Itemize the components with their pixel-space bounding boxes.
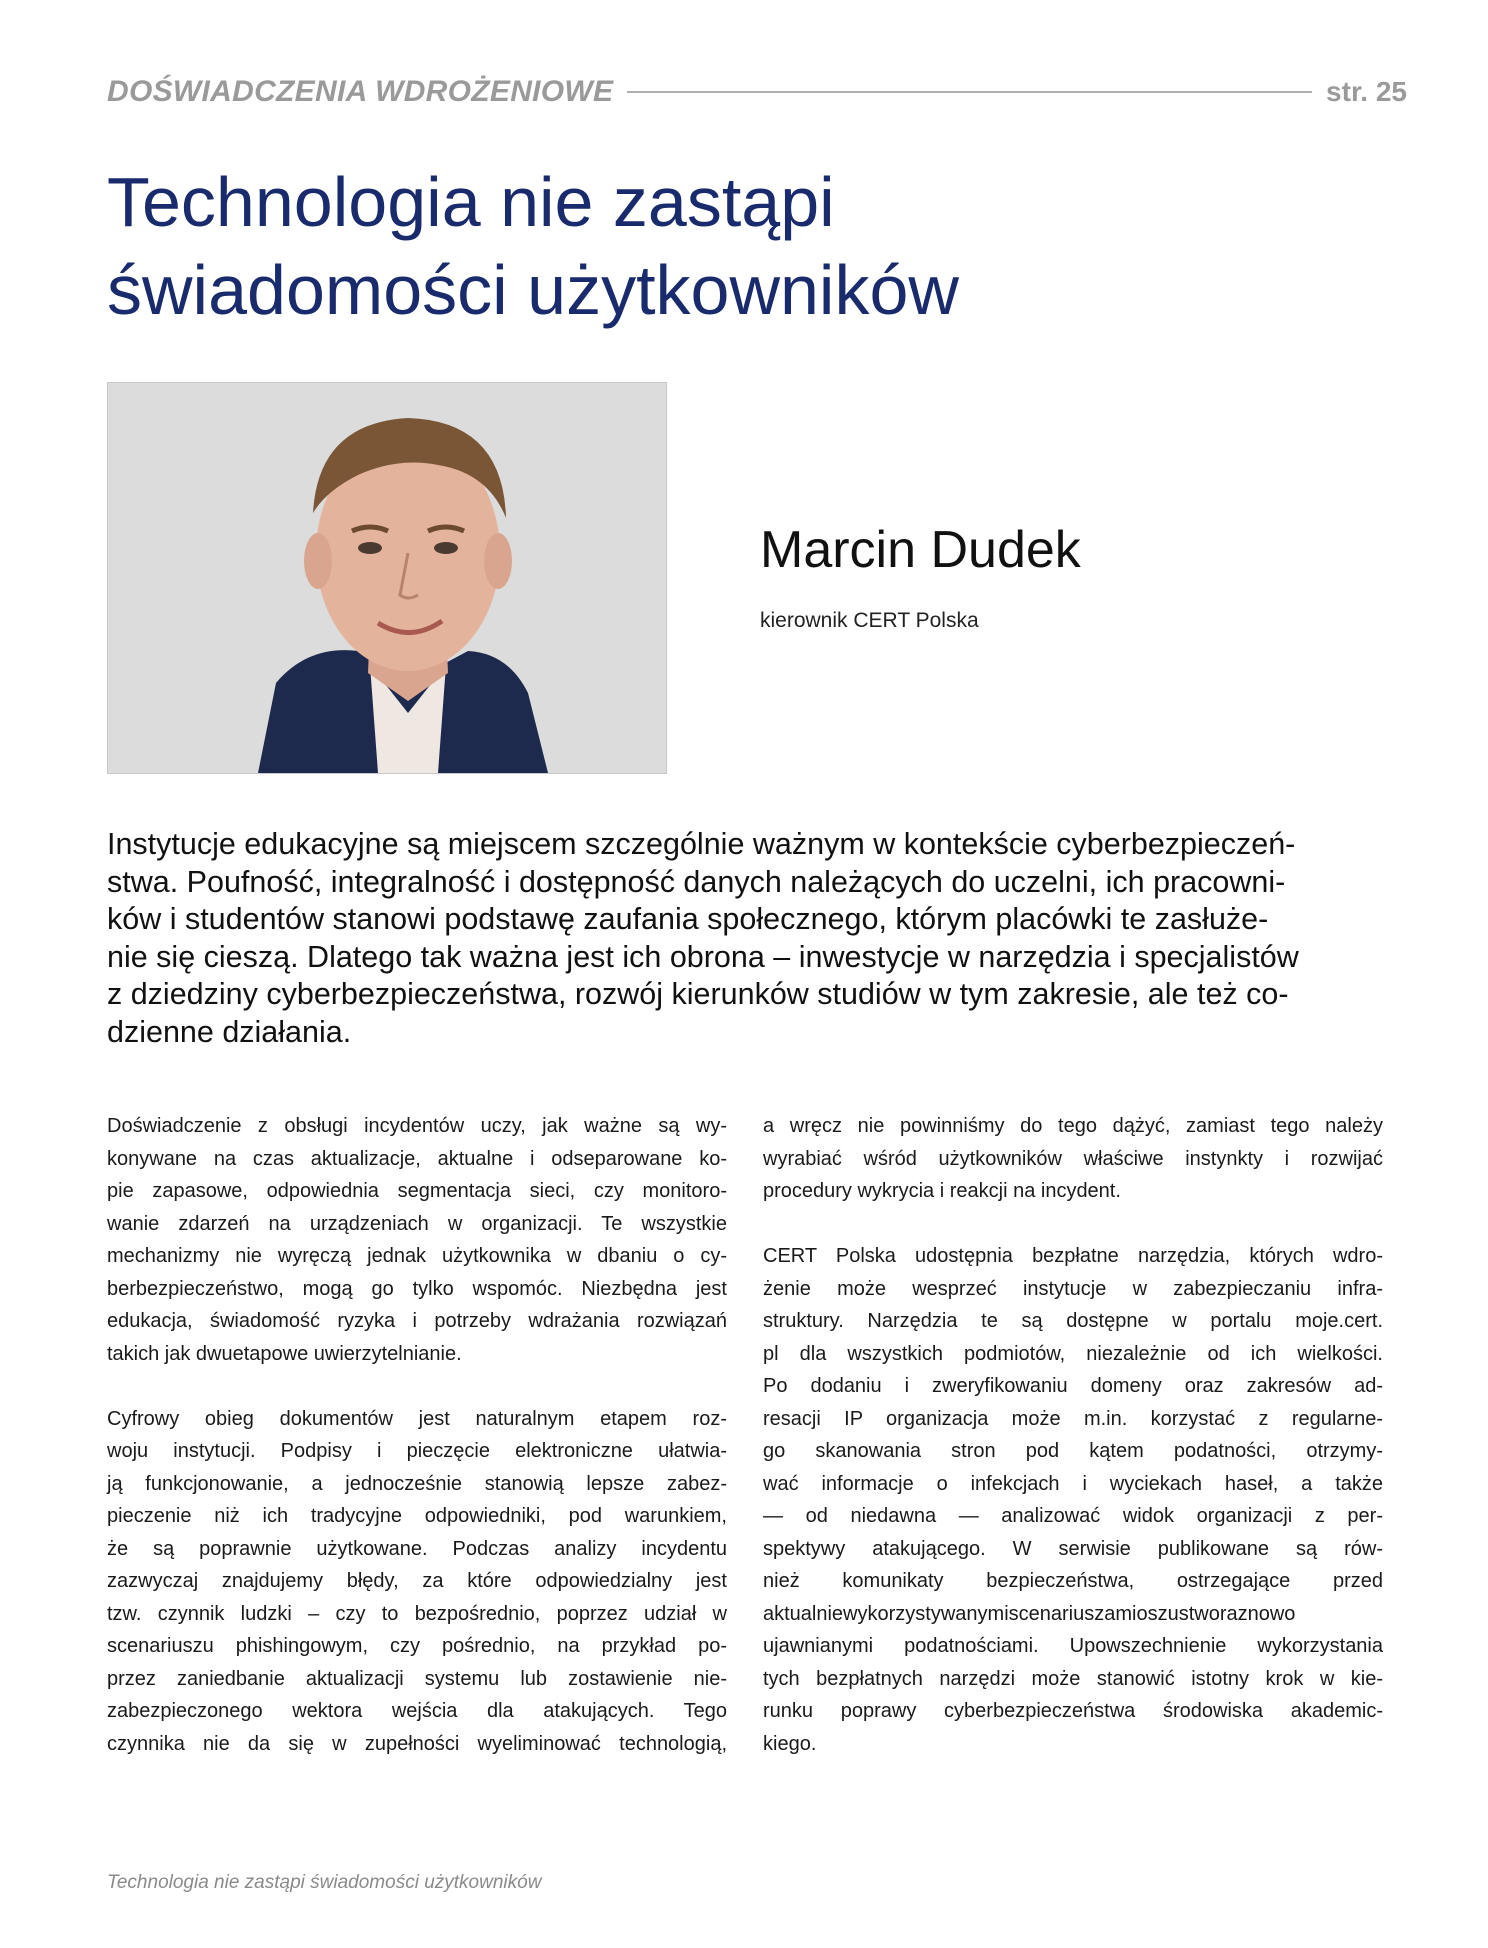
lead-line: Instytucje edukacyjne są miejscem szczególnie ważnym w kontekście cyberbezpieczeń- (107, 827, 1296, 861)
body-line: pieczenie niż ich tradycyjne odpowiedniki, pod warunkiem, (107, 1505, 727, 1527)
author-role: kierownik CERT Polska (760, 609, 979, 632)
body-paragraph (763, 1110, 1383, 1208)
lead-line: dzienne działania. (107, 1014, 352, 1049)
body-line: Po dodaniu i zweryfikowaniu domeny oraz zakresów ad- (763, 1375, 1383, 1397)
left-column (107, 1110, 727, 1760)
body-line: nież komunikaty bezpieczeństwa, ostrzegające przed (763, 1570, 1383, 1592)
body-line: wać informacje o infekcjach i wyciekach haseł, a także (763, 1472, 1383, 1495)
body-line: spektywy atakującego. W serwisie publikowane są rów- (763, 1537, 1383, 1560)
body-line: wanie zdarzeń na urządzeniach w organizacji. Te wszystkie (107, 1212, 727, 1235)
body-line: CERT Polska udostępnia bezpłatne narzędzia, których wdro- (763, 1245, 1383, 1267)
body-line: edukacja, świadomość ryzyka i potrzeby wdrażania rozwiązań (107, 1310, 727, 1332)
page-header (107, 72, 1407, 112)
section-title: DOŚWIADCZENIA WDROŻENIOWE (107, 75, 614, 108)
body-line: takich jak dwuetapowe uwierzytelnianie. (107, 1342, 462, 1365)
lead-line: stwa. Poufność, integralność i dostępność danych należących do uczelni, ich pracowni- (107, 864, 1286, 899)
body-line: ją funkcjonowanie, a jednocześnie stanowią lepsze zabez- (107, 1472, 727, 1495)
body-line: a wręcz nie powinniśmy do tego dążyć, zamiast tego należy (763, 1115, 1383, 1137)
body-line: Doświadczenie z obsługi incydentów uczy, jak ważne są wy- (107, 1115, 727, 1137)
body-line: kiego. (763, 1732, 817, 1755)
article-title-line: Technologia nie zastąpi (107, 163, 835, 241)
body-line: resacji IP organizacja może m.in. korzystać z regularne- (763, 1407, 1383, 1430)
body-line: procedury wykrycia i reakcji na incydent. (763, 1180, 1121, 1202)
right-column (763, 1110, 1383, 1760)
body-line: aktualniewykorzystywanymiscenariuszamioszustworaznowo (763, 1602, 1296, 1625)
body-paragraph (763, 1240, 1383, 1760)
article-title (107, 158, 1387, 334)
body-line: mechanizmy nie wyręczą jednak użytkownika w dbaniu o cy- (107, 1245, 727, 1267)
body-line: zazwyczaj znajdujemy błędy, za które odpowiedzialny jest (107, 1570, 727, 1592)
body-line: scenariuszu phishingowym, czy pośrednio, na przykład po- (107, 1635, 727, 1657)
body-line: wyrabiać wśród użytkowników właściwe instynkty i rozwijać (763, 1147, 1383, 1170)
lead-line: ków i studentów stanowi podstawę zaufania społecznego, którym placówki te zasłuże- (107, 902, 1269, 936)
body-line: że są poprawnie użytkowane. Podczas analizy incydentu (107, 1537, 727, 1560)
portrait-illustration (108, 383, 666, 773)
body-line: tzw. czynnik ludzki – czy to bezpośrednio, poprzez udział w (107, 1602, 727, 1625)
body-paragraph (107, 1110, 727, 1370)
body-line: zabezpieczonego wektora wejścia dla atakujących. Tego (107, 1700, 727, 1722)
body-line: pie zapasowe, odpowiednia segmentacja sieci, czy monitoro- (107, 1180, 727, 1202)
header-divider (627, 91, 1312, 93)
body-line: go skanowania stron pod kątem podatności, otrzymy- (763, 1440, 1383, 1462)
body-line: pl dla wszystkich podmiotów, niezależnie od ich wielkości. (763, 1342, 1383, 1365)
body-line: Cyfrowy obieg dokumentów jest naturalnym etapem roz- (107, 1407, 727, 1430)
body-line: konywane na czas aktualizacje, aktualne i odseparowane ko- (107, 1147, 727, 1170)
page-number: str. 25 (1326, 76, 1407, 107)
author-name: Marcin Dudek (760, 521, 1081, 579)
body-line: ujawnianymi podatnościami. Upowszechnienie wykorzystania (763, 1635, 1383, 1657)
body-line: struktury. Narzędzia te są dostępne w portalu moje.cert. (763, 1310, 1383, 1332)
body-line: czynnika nie da się w zupełności wyeliminować technologią, (107, 1732, 727, 1755)
body-line: runku poprawy cyberbezpieczeństwa środowiska akademic- (763, 1700, 1383, 1722)
body-line: tych bezpłatnych narzędzi może stanowić istotny krok w kie- (763, 1667, 1383, 1690)
body-line: przez zaniedbanie aktualizacji systemu lub zostawienie nie- (107, 1667, 727, 1690)
lead-paragraph (107, 826, 1382, 1051)
article-title-line: świadomości użytkowników (107, 251, 959, 329)
body-line: żenie może wesprzeć instytucje w zabezpieczaniu infra- (763, 1277, 1383, 1300)
body-line: berbezpieczeństwo, mogą go tylko wspomóc. Niezbędna jest (107, 1277, 727, 1300)
body-line: woju instytucji. Podpisy i pieczęcie elektroniczne ułatwia- (107, 1440, 727, 1462)
author-photo (107, 382, 667, 774)
page-footer: Technologia nie zastąpi świadomości użytkowników (107, 1872, 542, 1893)
body-paragraph (107, 1403, 727, 1761)
lead-line: nie się cieszą. Dlatego tak ważna jest ich obrona – inwestycje w narzędzia i specjalistów (107, 939, 1299, 974)
body-line: — od niedawna — analizować widok organizacji z per- (763, 1505, 1383, 1527)
lead-line: z dziedziny cyberbezpieczeństwa, rozwój kierunków studiów w tym zakresie, ale też co- (107, 977, 1289, 1011)
